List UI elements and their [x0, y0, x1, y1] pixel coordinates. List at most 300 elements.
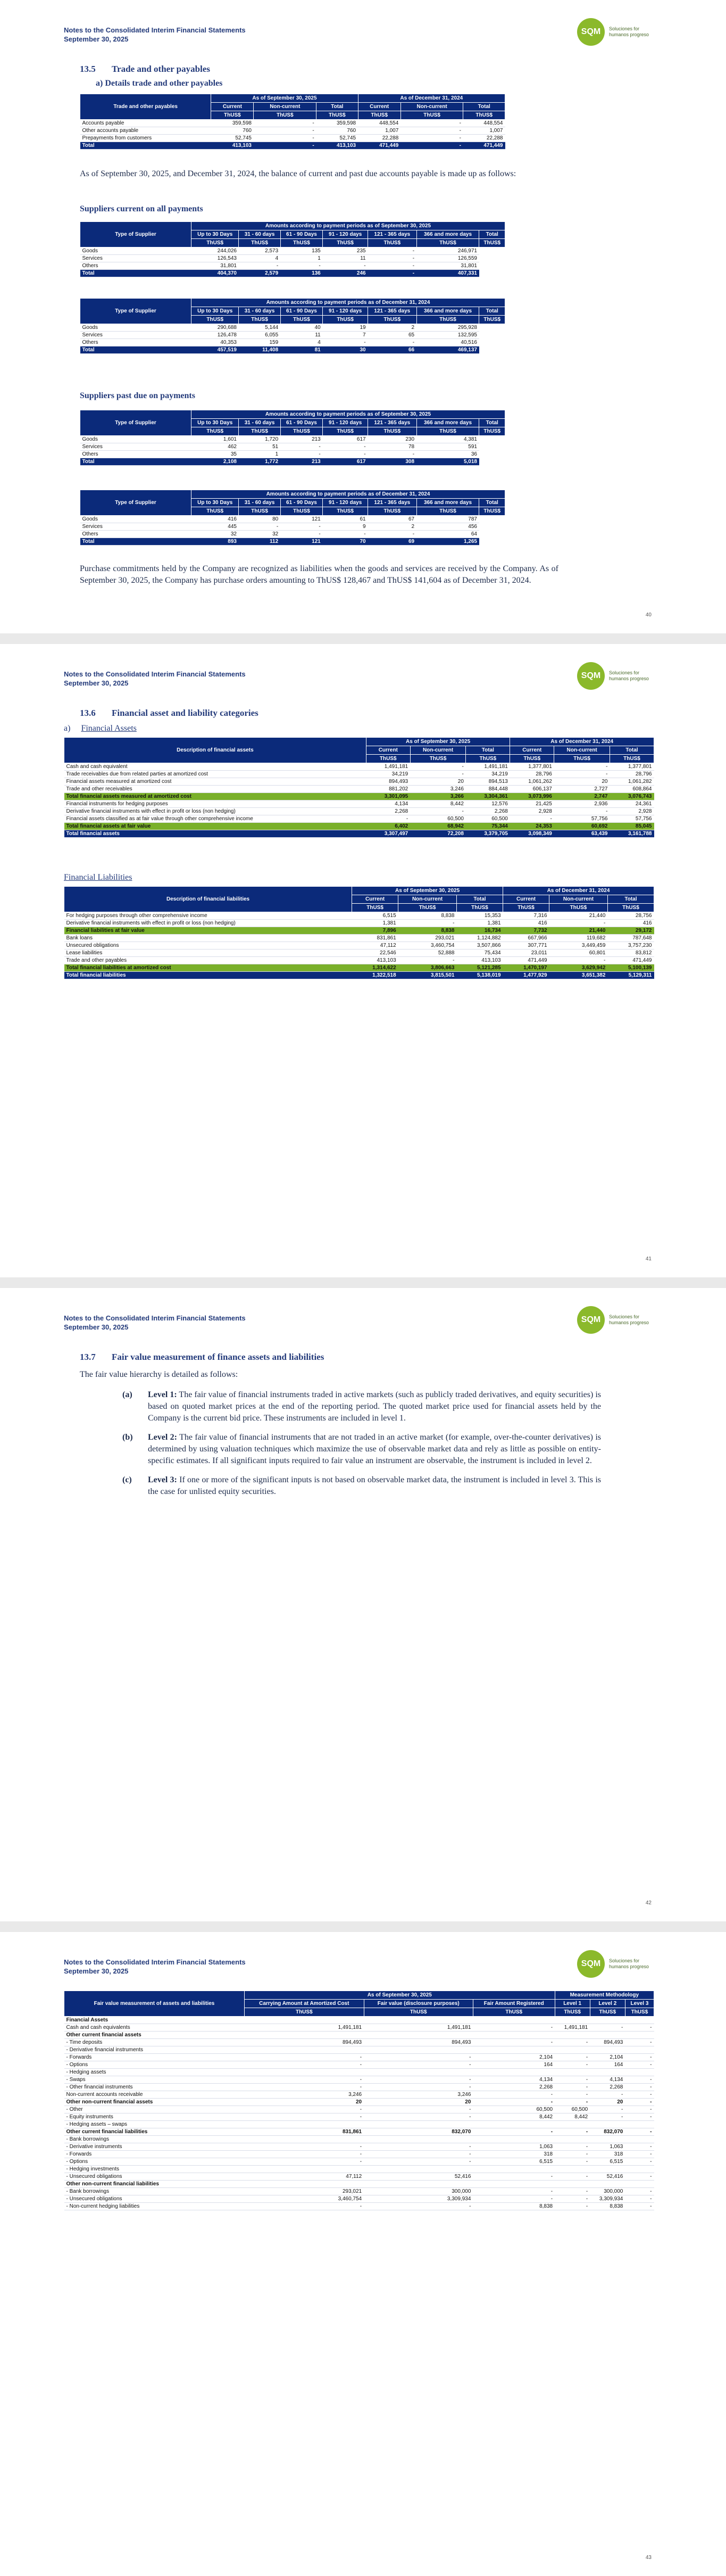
table-cell: -	[555, 2054, 590, 2061]
column-header: Measurement Methodology	[555, 1991, 654, 2000]
table-cell: -	[245, 2084, 364, 2091]
table-cell: 457,519	[191, 346, 239, 354]
table-row	[64, 2046, 654, 2054]
table-cell	[364, 2181, 473, 2188]
table-cell: 8,838	[590, 2203, 625, 2210]
table-cell: - Hedging investments	[64, 2166, 245, 2173]
table-cell: 894,493	[245, 2039, 364, 2046]
table-row	[80, 255, 505, 262]
table-cell: 66	[368, 346, 416, 354]
table-cell: Financial assets measured at amortized cost	[64, 778, 366, 786]
suppliers-past-due-2025-table	[80, 410, 505, 466]
table-cell: 608,864	[610, 786, 654, 793]
table-row	[64, 2143, 654, 2151]
table-row	[80, 451, 505, 458]
table-cell	[245, 2166, 364, 2173]
table-cell: 67	[368, 516, 416, 523]
table-cell: 8,442	[555, 2113, 590, 2121]
table-cell: Financial instruments for hedging purposes	[64, 800, 366, 808]
table-cell: 1,377,801	[610, 763, 654, 771]
table-cell: 407,331	[416, 270, 479, 277]
column-header: Type of Supplier	[80, 410, 191, 436]
table-cell: -	[323, 531, 368, 538]
table-cell: 7,896	[352, 927, 398, 935]
table-cell: -	[368, 339, 416, 346]
table-cell: 135	[280, 247, 323, 255]
suppliers-current-2024-table	[80, 298, 505, 354]
level-label: Level 3:	[148, 1475, 177, 1484]
table-cell: 884,448	[466, 786, 510, 793]
table-cell: -	[364, 2203, 473, 2210]
table-cell: 121	[280, 538, 323, 546]
table-cell: Trade receivables due from related parties at amortized cost	[64, 771, 366, 778]
table-cell: 21,425	[510, 800, 554, 808]
table-row	[64, 2032, 654, 2039]
table-cell: 112	[239, 538, 280, 546]
table-cell: - Equity instruments	[64, 2113, 245, 2121]
company-logo	[577, 18, 652, 46]
table-row	[64, 2017, 654, 2024]
table-cell: Total	[80, 270, 191, 277]
column-header: ThUS$	[479, 427, 505, 436]
table-row	[80, 523, 505, 531]
logo-mark: SQM	[577, 18, 605, 46]
column-header: ThUS$	[352, 904, 398, 912]
table-cell: 57,756	[554, 815, 610, 823]
column-header: Up to 30 Days	[191, 499, 239, 507]
table-cell: 894,493	[366, 778, 410, 786]
table-row	[64, 2203, 654, 2210]
table-cell: 6,402	[366, 823, 410, 830]
table-cell: -	[410, 763, 466, 771]
column-header: ThUS$	[316, 111, 358, 120]
table-cell: 213	[280, 458, 323, 466]
table-cell: 1,124,882	[456, 935, 503, 942]
column-header: ThUS$	[211, 111, 254, 120]
table-cell: 300,000	[590, 2188, 625, 2195]
table-cell: Goods	[80, 324, 191, 332]
column-header: ThUS$	[368, 316, 416, 324]
table-row	[64, 2166, 654, 2173]
table-row	[64, 800, 654, 808]
table-cell	[364, 2017, 473, 2024]
financial-liabilities-table	[64, 886, 654, 979]
table-cell: - Derivative instruments	[64, 2143, 245, 2151]
table-cell	[473, 2121, 555, 2128]
table-cell: -	[364, 2143, 473, 2151]
table-cell: -	[555, 2173, 590, 2181]
table-cell: Lease liabilities	[64, 950, 352, 957]
table-row	[64, 950, 654, 957]
table-cell: -	[473, 2091, 555, 2099]
table-cell: 3,379,705	[466, 830, 510, 838]
column-header: 31 - 60 days	[239, 307, 280, 316]
page-42	[0, 1288, 726, 1921]
table-cell: Others	[80, 451, 191, 458]
table-cell	[590, 2046, 625, 2054]
column-header: 61 - 90 Days	[280, 419, 323, 427]
table-cell	[555, 2166, 590, 2173]
column-header: Non-current	[549, 895, 608, 904]
table-cell: 3,629,942	[549, 964, 608, 972]
table-cell: Total	[80, 142, 211, 150]
table-cell: -	[323, 451, 368, 458]
table-cell: Derivative financial instruments with effect in profit or loss (non hedging)	[64, 808, 366, 815]
table-cell: 8,838	[473, 2203, 555, 2210]
table-cell: 19	[323, 324, 368, 332]
table-cell: Cash and cash equivalent	[64, 763, 366, 771]
column-header: ThUS$	[239, 239, 280, 247]
table-row	[80, 135, 505, 142]
column-header: Trade and other payables	[80, 94, 211, 120]
table-row	[80, 324, 505, 332]
table-cell: 1,322,518	[352, 972, 398, 979]
table-cell: 8,838	[398, 912, 457, 920]
table-cell: 1,470,197	[503, 964, 549, 972]
table-cell	[364, 2046, 473, 2054]
table-cell: 34,219	[366, 771, 410, 778]
table-cell: 1,265	[416, 538, 479, 546]
subsection-heading: Suppliers current on all payments	[80, 204, 203, 213]
logo-tagline: Soluciones for humanos progreso	[609, 1958, 649, 1969]
list-marker: (a)	[122, 1390, 132, 1399]
table-cell: 413,103	[211, 142, 254, 150]
table-cell: 1,477,929	[503, 972, 549, 979]
table-cell: Others	[80, 531, 191, 538]
logo-mark: SQM	[577, 1950, 605, 1978]
table-row	[64, 823, 654, 830]
table-cell	[245, 2136, 364, 2143]
column-header: Total	[479, 230, 505, 239]
table-row	[64, 2091, 654, 2099]
table-cell: -	[473, 2128, 555, 2136]
column-header: ThUS$	[358, 111, 400, 120]
table-cell	[245, 2121, 364, 2128]
table-cell: 60,500	[410, 815, 466, 823]
table-cell: 667,966	[503, 935, 549, 942]
table-cell: -	[625, 2061, 654, 2069]
table-row	[64, 920, 654, 927]
table-cell: Other accounts payable	[80, 127, 211, 135]
table-cell: -	[473, 2195, 555, 2203]
column-header: 366 and more days	[416, 230, 479, 239]
table-cell: 462	[191, 443, 239, 451]
table-cell	[625, 2121, 654, 2128]
table-row	[64, 935, 654, 942]
table-cell: 28,796	[510, 771, 554, 778]
table-cell: 63,439	[554, 830, 610, 838]
table-cell: -	[590, 2106, 625, 2113]
column-header: As of December 31, 2024	[503, 887, 654, 895]
table-cell: 40,516	[416, 339, 479, 346]
subsection-heading: a) Financial Assets	[64, 724, 137, 733]
header-date: September 30, 2025	[64, 1967, 129, 1975]
table-cell: Total financial assets measured at amortized cost	[64, 793, 366, 800]
table-cell: Cash and cash equivalents	[64, 2024, 245, 2032]
table-row	[64, 2106, 654, 2113]
table-cell: -	[280, 443, 323, 451]
table-cell	[364, 2032, 473, 2039]
column-header: 91 - 120 days	[323, 419, 368, 427]
logo-tagline: Soluciones for humanos progreso	[609, 1314, 649, 1325]
table-cell: -	[625, 2054, 654, 2061]
column-header: ThUS$	[245, 2008, 364, 2017]
table-cell: 85,045	[610, 823, 654, 830]
table-cell: 23,011	[503, 950, 549, 957]
column-header: 121 - 365 days	[368, 230, 416, 239]
table-row	[64, 2054, 654, 2061]
table-cell: -	[555, 2195, 590, 2203]
table-cell: -	[625, 2091, 654, 2099]
table-cell: 416	[191, 516, 239, 523]
table-cell: -	[625, 2076, 654, 2084]
column-header: Amounts according to payment periods as of December 31, 2024	[191, 299, 505, 307]
table-cell: 1	[280, 255, 323, 262]
table-cell: 8,442	[410, 800, 466, 808]
table-cell: 8,442	[473, 2113, 555, 2121]
table-cell: - Other	[64, 2106, 245, 2113]
table-cell: 3,098,349	[510, 830, 554, 838]
table-cell: 1,314,622	[352, 964, 398, 972]
table-row	[80, 531, 505, 538]
table-cell: 164	[590, 2061, 625, 2069]
column-header: Total	[316, 103, 358, 111]
table-cell: 75,344	[466, 823, 510, 830]
table-cell: -	[280, 531, 323, 538]
table-cell: 75,434	[456, 950, 503, 957]
table-cell: 7,316	[503, 912, 549, 920]
table-cell: 24,353	[510, 823, 554, 830]
table-cell: -	[254, 120, 316, 127]
table-cell: 1,720	[239, 436, 280, 443]
column-header: 366 and more days	[416, 419, 479, 427]
table-cell: 5,129,311	[607, 972, 654, 979]
table-cell: -	[555, 2099, 590, 2106]
table-cell	[590, 2181, 625, 2188]
column-header: Up to 30 Days	[191, 230, 239, 239]
table-cell: - Other financial instruments	[64, 2084, 245, 2091]
table-cell	[473, 2032, 555, 2039]
table-row	[80, 127, 505, 135]
table-cell: 4,381	[416, 436, 479, 443]
table-cell: 318	[473, 2151, 555, 2158]
table-cell: -	[473, 2024, 555, 2032]
table-cell: 119,682	[549, 935, 608, 942]
table-cell: 471,449	[503, 957, 549, 964]
table-cell: 6,515	[352, 912, 398, 920]
table-cell: 52,416	[364, 2173, 473, 2181]
paragraph: As of September 30, 2025, and December 31, 2024, the balance of current and past due accounts payable is made up as follows:	[80, 169, 516, 178]
column-header: Description of financial assets	[64, 738, 366, 763]
suppliers-past-due-2024-table	[80, 490, 505, 546]
table-cell: 78	[368, 443, 416, 451]
table-cell: -	[625, 2128, 654, 2136]
table-cell: 9	[323, 523, 368, 531]
table-row	[64, 2158, 654, 2166]
table-cell	[473, 2181, 555, 2188]
table-cell: -	[323, 443, 368, 451]
column-header: Fair Amount Registered	[473, 2000, 555, 2008]
table-row	[80, 247, 505, 255]
table-cell: 3,449,459	[549, 942, 608, 950]
company-logo	[577, 1950, 652, 1978]
column-header: As of September 30, 2025	[245, 1991, 555, 2000]
table-cell	[555, 2069, 590, 2076]
table-cell: -	[280, 523, 323, 531]
table-cell: - Non-current hedging liabilities	[64, 2203, 245, 2210]
table-cell: 230	[368, 436, 416, 443]
table-cell: -	[364, 2113, 473, 2121]
table-row	[64, 808, 654, 815]
table-row	[64, 793, 654, 800]
table-cell: -	[239, 523, 280, 531]
table-cell: Total	[80, 458, 191, 466]
table-cell: 64	[416, 531, 479, 538]
table-cell: -	[625, 2173, 654, 2181]
table-cell: -	[368, 531, 416, 538]
table-cell: Trade and other payables	[64, 957, 352, 964]
table-cell: 47,112	[352, 942, 398, 950]
table-cell: 52,745	[316, 135, 358, 142]
table-cell: 3,309,934	[364, 2195, 473, 2203]
table-cell	[473, 2017, 555, 2024]
table-row	[80, 262, 505, 270]
table-cell: -	[625, 2113, 654, 2121]
table-cell: -	[555, 2091, 590, 2099]
column-header: ThUS$	[503, 904, 549, 912]
table-cell: - Swaps	[64, 2076, 245, 2084]
column-header: Type of Supplier	[80, 222, 191, 247]
column-header: Fair value (disclosure purposes)	[364, 2000, 473, 2008]
table-cell: 68,942	[410, 823, 466, 830]
table-cell: 32	[239, 531, 280, 538]
table-cell: -	[245, 2151, 364, 2158]
table-cell: 164	[473, 2061, 555, 2069]
table-cell: 32	[191, 531, 239, 538]
table-cell: 6,055	[239, 332, 280, 339]
column-header: Up to 30 Days	[191, 307, 239, 316]
table-cell: -	[590, 2113, 625, 2121]
table-cell: 3,076,743	[610, 793, 654, 800]
logo-tagline: Soluciones for humanos progreso	[609, 670, 649, 681]
column-header: 31 - 60 days	[239, 419, 280, 427]
column-header: ThUS$	[239, 507, 280, 516]
table-cell: 3,161,788	[610, 830, 654, 838]
column-header: Non-current	[400, 103, 463, 111]
table-row	[64, 972, 654, 979]
table-cell: 4	[280, 339, 323, 346]
table-cell: 2	[368, 523, 416, 531]
table-cell: 244,026	[191, 247, 239, 255]
table-cell: 2,579	[239, 270, 280, 277]
table-cell: 1,007	[358, 127, 400, 135]
column-header: ThUS$	[479, 507, 505, 516]
table-cell: 2,108	[191, 458, 239, 466]
table-cell: 2	[368, 324, 416, 332]
table-cell: 293,021	[245, 2188, 364, 2195]
table-cell: -	[625, 2143, 654, 2151]
table-cell: 3,073,996	[510, 793, 554, 800]
table-cell: 22,288	[463, 135, 505, 142]
table-cell: -	[555, 2158, 590, 2166]
column-header: ThUS$	[410, 755, 466, 763]
table-cell: 3,246	[410, 786, 466, 793]
column-header: 31 - 60 days	[239, 230, 280, 239]
table-row	[64, 2113, 654, 2121]
logo-tagline: Soluciones for humanos progreso	[609, 26, 649, 37]
table-cell: 469,137	[416, 346, 479, 354]
table-cell: Services	[80, 443, 191, 451]
table-cell: 1,381	[456, 920, 503, 927]
table-cell	[555, 2017, 590, 2024]
table-cell: - Forwards	[64, 2054, 245, 2061]
fair-value-measurement-table	[64, 1991, 654, 2210]
column-header: Type of Supplier	[80, 490, 191, 516]
financial-assets-table	[64, 737, 654, 838]
table-cell: Goods	[80, 247, 191, 255]
column-header: ThUS$	[191, 316, 239, 324]
suppliers-current-2025-table	[80, 221, 505, 277]
page-header	[64, 670, 246, 688]
table-cell	[555, 2032, 590, 2039]
table-cell: 7	[323, 332, 368, 339]
column-header: Description of financial liabilities	[64, 887, 352, 912]
table-cell: -	[625, 2106, 654, 2113]
header-date: September 30, 2025	[64, 679, 129, 687]
column-header: Amounts according to payment periods as of September 30, 2025	[191, 222, 505, 230]
subsection-heading: Suppliers past due on payments	[80, 391, 195, 400]
header-title: Notes to the Consolidated Interim Financial Statements	[64, 1314, 246, 1322]
table-cell: 34,219	[466, 771, 510, 778]
table-cell: 20	[364, 2099, 473, 2106]
table-cell: 1,601	[191, 436, 239, 443]
table-cell	[473, 2166, 555, 2173]
table-cell	[364, 2136, 473, 2143]
table-cell: 83,812	[607, 950, 654, 957]
table-cell	[364, 2069, 473, 2076]
column-header: Non-current	[254, 103, 316, 111]
table-row	[64, 2188, 654, 2195]
column-header: ThUS$	[323, 507, 368, 516]
level-description: The fair value of financial instruments that are not traded in an active market (for example, over-the-counter derivatives) is determined by using valuation techniques which maximize the use of observable market data and rely as little as possible on entity-specific estimates. If all significant inputs required to fair value an instrument are observable, the instrument is included in level 2.	[148, 1433, 602, 1465]
table-cell: -	[254, 142, 316, 150]
table-cell	[555, 2121, 590, 2128]
table-cell: 3,266	[410, 793, 466, 800]
table-cell: 2,104	[590, 2054, 625, 2061]
table-cell: 136	[280, 270, 323, 277]
table-cell: Others	[80, 262, 191, 270]
table-cell: -	[555, 2188, 590, 2195]
table-cell: -	[364, 2106, 473, 2113]
table-cell	[590, 2069, 625, 2076]
table-cell: - Forwards	[64, 2151, 245, 2158]
column-header: Current	[211, 103, 254, 111]
column-header: Type of Supplier	[80, 299, 191, 324]
table-cell: 20	[410, 778, 466, 786]
header-date: September 30, 2025	[64, 35, 129, 43]
table-cell: 1,063	[473, 2143, 555, 2151]
table-cell: Other non-current financial liabilities	[64, 2181, 245, 2188]
table-cell: -	[245, 2054, 364, 2061]
table-cell	[555, 2181, 590, 2188]
table-cell: -	[368, 270, 416, 277]
column-header: ThUS$	[625, 2008, 654, 2017]
table-cell: -	[280, 262, 323, 270]
subsection-heading: a) Details trade and other payables	[96, 79, 223, 88]
table-cell: 69	[368, 538, 416, 546]
table-cell: Other non-current financial assets	[64, 2099, 245, 2106]
table-cell: -	[625, 2188, 654, 2195]
